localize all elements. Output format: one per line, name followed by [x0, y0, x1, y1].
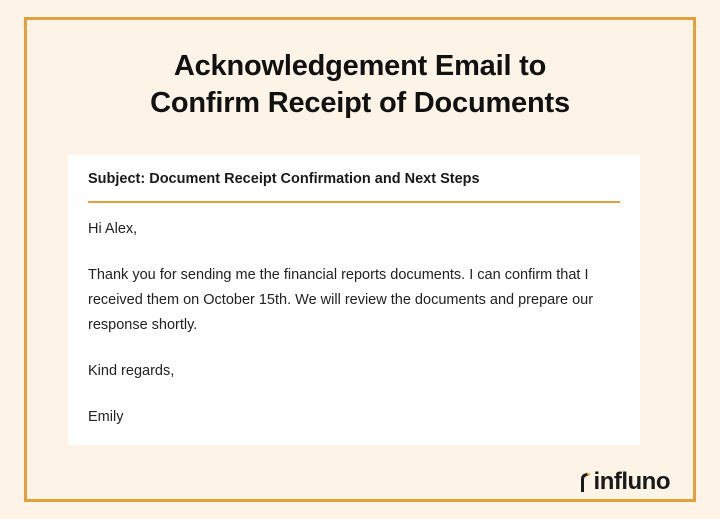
email-signature: Emily — [88, 409, 124, 425]
subject-divider — [88, 201, 620, 203]
influno-mark-icon — [578, 471, 591, 493]
email-card — [68, 155, 640, 445]
page-title-line-1: Acknowledgement Email to — [173, 50, 547, 82]
influno-logo-text: influno — [593, 468, 670, 495]
influno-logo — [578, 469, 670, 495]
email-greeting: Hi Alex, — [88, 221, 138, 237]
email-subject: Subject: Document Receipt Confirmation and Next Steps — [88, 171, 480, 187]
email-paragraph: Thank you for sending me the financial reports documents. I can confirm that I received them on October 15th. We will review the documents and prepare our response shortly. — [88, 267, 594, 333]
page-title-line-2: Confirm Receipt of Documents — [150, 87, 570, 119]
email-closing: Kind regards, — [88, 363, 175, 379]
email-body — [88, 217, 614, 430]
page-title — [60, 48, 660, 122]
